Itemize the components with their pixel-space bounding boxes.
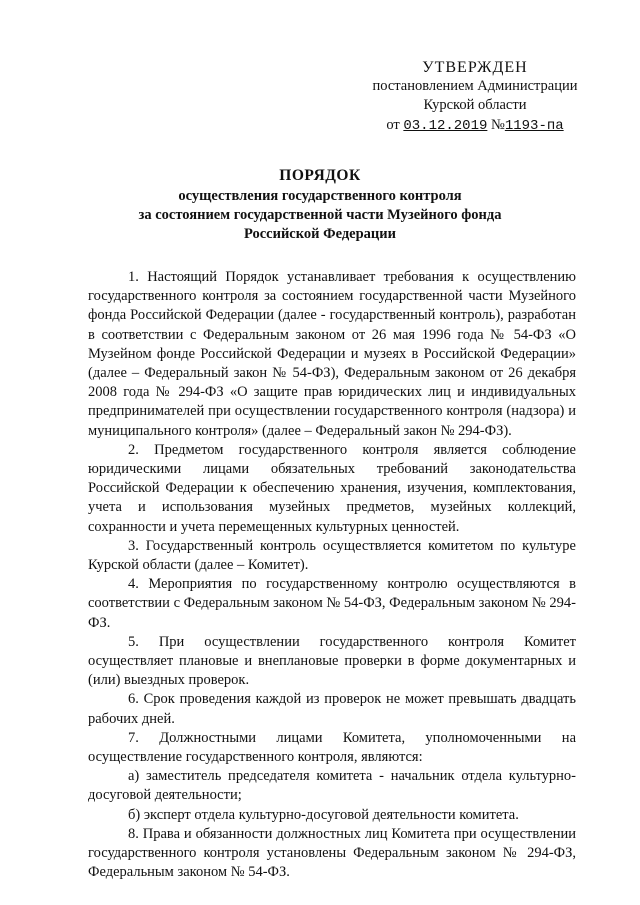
approval-block bbox=[360, 58, 590, 136]
approval-from-label: от bbox=[386, 117, 400, 133]
paragraph-7b: б) эксперт отдела культурно-досуговой деятельности комитета. bbox=[128, 806, 519, 823]
document-body bbox=[88, 268, 576, 883]
title-line-2: за состоянием государственной части Музейного фонда bbox=[138, 207, 502, 223]
approval-line-2: Курской области bbox=[423, 97, 527, 113]
paragraph-5: 5. При осуществлении государственного контроля Комитет осуществляет плановые и внеплановые проверки в форме документарных и (или) выездных проверок. bbox=[88, 633, 576, 689]
title-main: ПОРЯДОК bbox=[279, 167, 361, 184]
paragraph-7a: а) заместитель председателя комитета - начальник отдела культурно-досуговой деятельности; bbox=[88, 768, 576, 804]
approval-date-row bbox=[360, 116, 590, 136]
approval-stamp: УТВЕРЖДЕН bbox=[422, 59, 528, 76]
paragraph-3: 3. Государственный контроль осуществляется комитетом по культуре Курской области (далее – Комитет). bbox=[88, 537, 576, 574]
title-line-1: осуществления государственного контроля bbox=[178, 188, 462, 204]
paragraph-6: 6. Срок проведения каждой из проверок не может превышать двадцать рабочих дней. bbox=[88, 691, 576, 727]
paragraph-2: 2. Предметом государственного контроля является соблюдение юридическими лицами обязательных требований законодательства Российской Федерации к обеспечению хранения, изучения, комплектования, учета и использования музейных предметов, музейных коллекций, сохранности и учета перемещенных культурных ценностей. bbox=[88, 441, 576, 535]
title-line-3: Российской Федерации bbox=[243, 226, 396, 242]
approval-number: 1193-па bbox=[504, 118, 564, 134]
approval-number-sign: № bbox=[491, 117, 505, 133]
paragraph-4: 4. Мероприятия по государственному контролю осуществляются в соответствии с Федеральным законом № 54-ФЗ, Федеральным законом № 294-ФЗ. bbox=[88, 576, 576, 631]
approval-date: 03.12.2019 bbox=[403, 118, 488, 134]
paragraph-8: 8. Права и обязанности должностных лиц Комитета при осуществлении государственного контроля установлены Федеральным законом № 294-ФЗ, Федеральным законом № 54-ФЗ. bbox=[88, 825, 576, 881]
paragraph-1: 1. Настоящий Порядок устанавливает требования к осуществлению государственного контроля за состоянием государственной части Музейного фонда Российской Федерации (далее - государственный контроль), разработан в соответствии с Федеральным законом от 26 мая 1996 года № 54-ФЗ «О Музейном фонде Российской Федерации и музеях в Российской Федерации» (далее – Федеральный закон № 54-ФЗ), Федеральным законом от 26 декабря 2008 года № 294-ФЗ «О защите прав юридических лиц и индивидуальных предпринимателей при осуществлении государственного контроля (надзора) и муниципального контроля» (далее – Федеральный закон № 294-ФЗ). bbox=[88, 269, 576, 439]
paragraph-7: 7. Должностными лицами Комитета, уполномоченными на осуществление государственного контроля, являются: bbox=[88, 729, 576, 766]
approval-line-1: постановлением Администрации bbox=[372, 78, 578, 94]
document-title bbox=[40, 166, 600, 244]
